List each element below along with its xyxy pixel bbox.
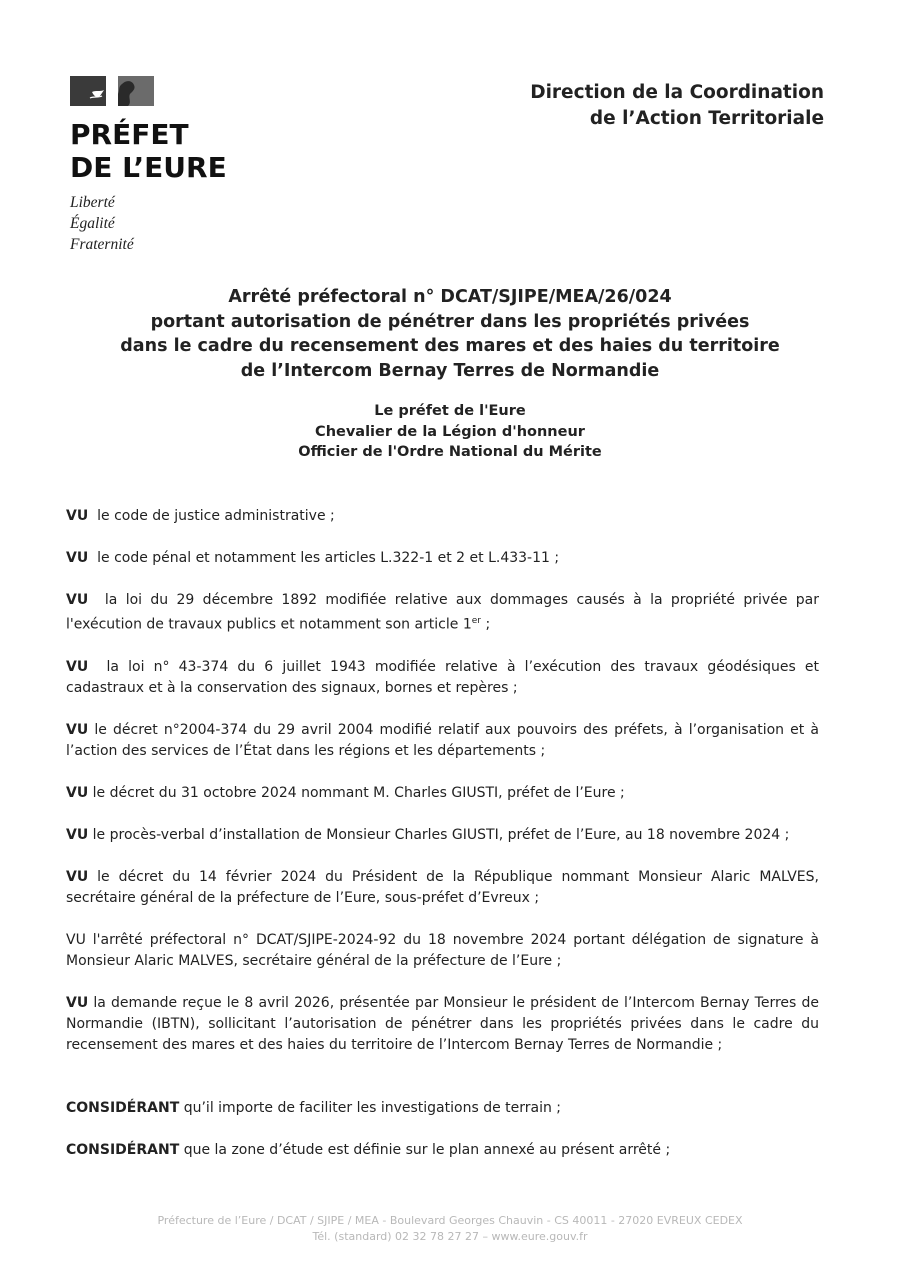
paragraph-text: le code pénal et notamment les articles L.322-1 et 2 et L.433-11 ; xyxy=(97,550,560,566)
vu-keyword: VU xyxy=(66,508,89,524)
paragraph-text: le décret n°2004-374 du 29 avril 2004 modifié relatif aux pouvoirs des préfets, à l’organisation et à l’action des services de l’État dans les régions et les départements ; xyxy=(66,721,820,759)
vu-keyword: VU xyxy=(66,826,89,843)
footer-address: Préfecture de l’Eure / DCAT / SJIPE / MEA - Boulevard Georges Chauvin - CS 40011 - 27020 EVREUX CEDEX xyxy=(157,1214,743,1227)
paragraph-tail: ; xyxy=(481,616,491,633)
considerant-keyword: CONSIDÉRANT xyxy=(66,1099,180,1116)
authority-signatory xyxy=(0,401,900,463)
decree-title-line-3: dans le cadre du recensement des mares et des haies du territoire xyxy=(120,336,780,356)
prefet-title-line-1: PRÉFET xyxy=(70,118,189,151)
vu-paragraph xyxy=(66,993,819,1056)
vu-keyword: VU xyxy=(66,994,89,1011)
motto-liberte: Liberté xyxy=(70,194,115,211)
vu-paragraph xyxy=(66,506,819,527)
paragraph-text: la demande reçue le 8 avril 2026, présentée par Monsieur le président de l’Intercom Bernay Terres de Normandie (IBTN), sollicitant l’autorisation de pénétrer dans les propriétés privées dans le cadre du recensement des mares et des haies du territoire de l’Intercom Bernay Terres de Normandie ; xyxy=(66,994,819,1053)
vu-paragraph xyxy=(66,783,819,804)
vu-paragraph xyxy=(66,720,819,762)
republic-motto xyxy=(70,192,270,255)
superscript: er xyxy=(471,616,481,626)
vu-paragraph xyxy=(66,825,819,846)
vu-keyword: VU xyxy=(66,721,89,738)
authority-line-2: Chevalier de la Légion d'honneur xyxy=(315,423,585,440)
paragraph-text: la loi n° 43-374 du 6 juillet 1943 modifiée relative à l’exécution des travaux géodésiques et cadastraux et à la conservation des signaux, bornes et repères ; xyxy=(66,658,819,696)
prefecture-logo xyxy=(70,76,270,255)
footer-contact: Tél. (standard) 02 32 78 27 27 – www.eure.gouv.fr xyxy=(312,1230,588,1243)
paragraph-text: que la zone d’étude est définie sur le plan annexé au présent arrêté ; xyxy=(183,1141,671,1158)
decree-title-line-1: Arrêté préfectoral n° DCAT/SJIPE/MEA/26/024 xyxy=(228,287,672,307)
paragraph-text: le code de justice administrative ; xyxy=(97,508,335,524)
authority-line-3: Officier de l'Ordre National du Mérite xyxy=(298,444,602,460)
direction-line-1: Direction de la Coordination xyxy=(530,82,824,103)
decree-title xyxy=(0,285,900,383)
paragraph-text: le procès-verbal d’installation de Monsieur Charles GIUSTI, préfet de l’Eure, au 18 novembre 2024 ; xyxy=(92,826,790,843)
vu-keyword: VU xyxy=(66,868,89,885)
marianne-emblem-icon xyxy=(70,76,154,106)
page-footer xyxy=(0,1213,900,1245)
vu-keyword: VU xyxy=(66,592,89,608)
paragraph-text: qu’il importe de faciliter les investigations de terrain ; xyxy=(183,1099,562,1116)
vu-keyword: VU xyxy=(66,784,89,801)
considerant-paragraph xyxy=(66,1140,819,1161)
paragraph-text: VU l'arrêté préfectoral n° DCAT/SJIPE-2024-92 du 18 novembre 2024 portant délégation de signature à Monsieur Alaric MALVES, secrétaire général de la préfecture de l’Eure ; xyxy=(66,931,819,969)
decree-title-line-2: portant autorisation de pénétrer dans les propriétés privées xyxy=(150,311,750,332)
vu-paragraph xyxy=(66,548,819,569)
prefet-title xyxy=(70,118,270,184)
considerant-paragraph xyxy=(66,1098,819,1119)
vu-keyword: VU xyxy=(66,550,89,566)
vu-paragraph xyxy=(66,657,819,699)
vu-paragraph xyxy=(66,590,819,636)
paragraph-text: le décret du 14 février 2024 du Président de la République nommant Monsieur Alaric MALVES, secrétaire général de la préfecture de l’Eure, sous-préfet d’Evreux ; xyxy=(66,868,819,906)
motto-fraternite: Fraternité xyxy=(70,236,134,253)
considerant-keyword: CONSIDÉRANT xyxy=(66,1141,180,1158)
decree-title-line-4: de l’Intercom Bernay Terres de Normandie xyxy=(240,360,660,381)
direction-line-2: de l’Action Territoriale xyxy=(589,108,824,129)
authority-line-1: Le préfet de l'Eure xyxy=(374,403,526,419)
direction-header xyxy=(530,80,824,132)
vu-paragraph xyxy=(66,867,819,909)
vu-keyword: VU xyxy=(66,658,89,675)
motto-egalite: Égalité xyxy=(70,215,115,232)
decree-body xyxy=(66,506,819,1182)
paragraph-text: la loi du 29 décembre 1892 modifiée relative aux dommages causés à la propriété privée par l'exécution de travaux publics et notamment son article 1 xyxy=(66,592,819,633)
prefet-title-line-2: DE L’EURE xyxy=(70,151,227,184)
paragraph-text: le décret du 31 octobre 2024 nommant M. Charles GIUSTI, préfet de l’Eure ; xyxy=(92,784,625,801)
vu-paragraph xyxy=(66,930,819,972)
